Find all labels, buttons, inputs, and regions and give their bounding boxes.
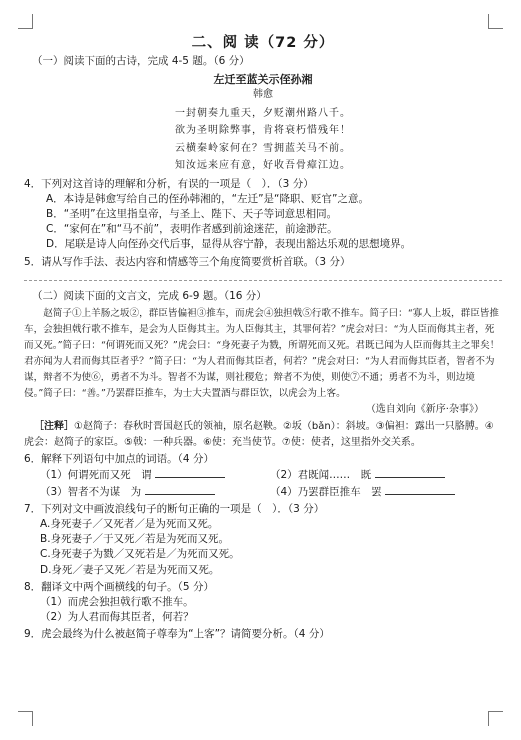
question-6-item-2: （2）君既闻…… 既 — [270, 469, 372, 482]
question-7-option-b: B.身死妻子／于又死／若是为死而又死。 — [40, 533, 230, 546]
poem-line: 知汝远来应有意，好收吾骨瘴江边。 — [175, 160, 351, 172]
poem-author: 韩愈 — [253, 89, 273, 101]
poem-line: 欲为圣明除弊事，肯将衰朽惜残年！ — [175, 125, 351, 137]
question-7-stem: 7．下列对文中画波浪线句子的断句正确的一项是（ ）．（3 分） — [24, 502, 325, 515]
section2-heading: （二）阅读下面的文言文，完成 6-9 题。（16 分） — [32, 289, 267, 302]
question-7-option-d: D.身死／妻子又死／若是为死而又死。 — [40, 563, 220, 576]
answer-blank[interactable] — [145, 484, 215, 495]
crop-mark-bottom-left — [18, 711, 33, 726]
question-6-item-4: （4）乃罢群臣推车 罢 — [270, 485, 382, 498]
question-7-option-a: A.身死妻子／又死者／是为死而又死。 — [40, 518, 219, 531]
answer-blank[interactable] — [385, 484, 455, 495]
page-title: 二、阅 读（72 分） — [191, 35, 335, 51]
question-6-item-1: （1）何谓死而又死 谓 — [40, 469, 152, 482]
section-divider — [24, 280, 502, 281]
answer-blank[interactable] — [375, 467, 445, 478]
poem-line: 一封朝奏九重天，夕贬潮州路八千。 — [175, 107, 351, 119]
question-4-option-b: B．“圣明”在这里指皇帝，与圣上、陛下、天子等词意思相同。 — [46, 208, 338, 221]
question-4-option-a: A．本诗是韩愈写给自己的侄孙韩湘的，“左迁”是“降职、贬官”之意。 — [46, 192, 369, 205]
crop-mark-bottom-right — [488, 711, 503, 726]
poem-line: 云横秦岭家何在？雪拥蓝关马不前。 — [175, 142, 351, 154]
question-6-item-3: （3）智者不为谋 为 — [40, 485, 142, 498]
answer-blank[interactable] — [155, 467, 225, 478]
poem-title: 左迁至蓝关示侄孙湘 — [213, 73, 313, 87]
crop-mark-top-right — [488, 14, 503, 29]
question-6-row — [40, 484, 502, 500]
question-4-stem: 4．下列对这首诗的理解和分析，有误的一项是（ ）．（3 分） — [24, 177, 314, 190]
section1-heading: （一）阅读下面的古诗，完成 4-5 题。（6 分） — [32, 55, 250, 67]
annotation-text: ①赵简子：春秋时晋国赵氏的领袖，原名赵鞅。②坂（bǎn）：斜坡。③偏袒：露出一只胳膊。④虎会：赵简子的家臣。⑤戟：一种兵器。⑥使：充当使节。⑦使：使者，这里指外交关系。 — [24, 421, 494, 448]
question-8-stem: 8．翻译文中两个画横线的句子。（5 分） — [24, 580, 214, 593]
question-4-option-c: C．“家何在”和“马不前”，表明作者感到前途迷茫，前途渺茫。 — [46, 223, 338, 236]
question-4-option-d: D．尾联是诗人向侄孙交代后事，显得从容宁静，表现出豁达乐观的思想境界。 — [46, 238, 412, 251]
annotation-label: ［注释］ — [34, 421, 74, 433]
passage-source: （选自刘向《新序·杂事》） — [365, 404, 484, 416]
crop-mark-top-left — [18, 14, 33, 29]
question-8-item-2: （2）为人君而侮其臣者，何若？ — [40, 611, 194, 624]
question-7-option-c: C.身死妻子为戮／又死若是／为死而又死。 — [40, 548, 240, 561]
question-9: 9．虎会最终为什么被赵简子尊奉为“上客”？请简要分析。（4 分） — [24, 628, 330, 641]
question-6-row — [40, 467, 502, 483]
question-6-stem: 6．解释下列语句中加点的词语。（4 分） — [24, 453, 214, 466]
question-8-item-1: （1）而虎会独担戟行歌不推车。 — [40, 596, 194, 609]
question-5: 5．请从写作手法、表达内容和情感等三个角度简要赏析首联。（3 分） — [24, 255, 351, 268]
exam-page — [24, 34, 502, 643]
classical-passage: 赵简子①上羊肠之坂②，群臣皆偏袒③推车，而虎会④独担戟⑤行歌不推车。简子曰：“寡人上坂，群臣皆推车，会独担戟行歌不推车，是会为人臣侮其主。为人臣侮其主，其罪何若？”虎会对曰：“为人臣而侮其主者，死而又死。”简子曰：“何谓死而又死？”虎会曰：“身死妻子为戮，所谓死而又死。君既已闻为人臣而侮其主之罪矣！君亦闻为人君而侮其臣者乎？”简子曰：“为人君而侮其臣者，何若？”虎会对曰：“为人君而侮其臣者，智者不为谋，辩者不为使⑥，勇者不为斗。智者不为谋，则社稷危；辩者不为使，则使⑦不通；勇者不为斗，则边境侵。”简子曰：“善。”乃罢群臣推车，为士大夫置酒与群臣饮，以虎会为上客。 — [24, 308, 500, 400]
annotation — [24, 419, 502, 450]
